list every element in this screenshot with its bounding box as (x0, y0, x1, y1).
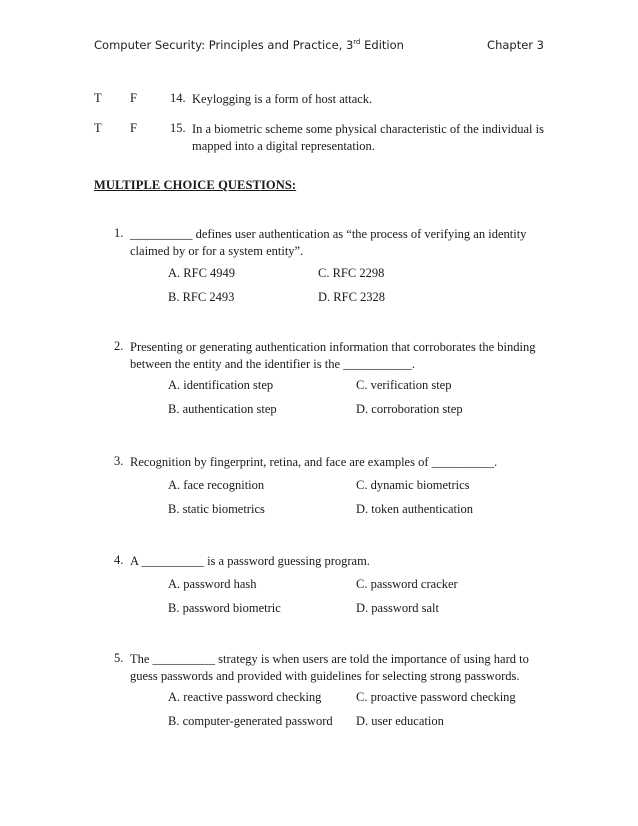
option-b[interactable]: B. authentication step (168, 402, 277, 416)
question-number: 1. (114, 226, 124, 240)
question-number: 3. (114, 454, 124, 468)
option-b[interactable]: B. password biometric (168, 601, 281, 615)
question-text: The __________ strategy is when users are told the importance of using hard to guess passwords and provided with guidelines for selecting strong passwords. (130, 652, 529, 683)
option-d[interactable]: D. password salt (356, 601, 439, 615)
question-number: 5. (114, 651, 124, 665)
true-option[interactable]: T (94, 91, 102, 105)
option-c[interactable]: C. proactive password checking (356, 690, 516, 704)
false-option[interactable]: F (130, 121, 137, 135)
option-d[interactable]: D. RFC 2328 (318, 290, 386, 304)
question-number: 2. (114, 339, 124, 353)
option-c[interactable]: C. dynamic biometrics (356, 478, 470, 492)
option-b[interactable]: B. computer-generated password (168, 714, 333, 728)
option-a[interactable]: A. reactive password checking (168, 690, 322, 704)
option-d[interactable]: D. token authentication (356, 502, 473, 516)
option-a[interactable]: A. RFC 4949 (168, 266, 236, 280)
option-b[interactable]: B. static biometrics (168, 502, 265, 516)
item-number: 15. (170, 121, 186, 135)
question-number: 4. (114, 553, 124, 567)
option-d[interactable]: D. user education (356, 714, 444, 728)
question-text: Presenting or generating authentication information that corroborates the binding between the entity and the identifier is the ___________. (130, 340, 536, 371)
section-title: MULTIPLE CHOICE QUESTIONS: (94, 178, 297, 192)
item-statement: In a biometric scheme some physical characteristic of the individual is mapped into a digital representation. (192, 122, 544, 153)
false-option[interactable]: F (130, 91, 137, 105)
option-a[interactable]: A. password hash (168, 577, 257, 591)
item-statement: Keylogging is a form of host attack. (192, 92, 373, 106)
option-c[interactable]: C. RFC 2298 (318, 266, 385, 280)
edition-superscript: rd (353, 38, 361, 47)
option-d[interactable]: D. corroboration step (356, 402, 463, 416)
option-b[interactable]: B. RFC 2493 (168, 290, 235, 304)
question-text: Recognition by fingerprint, retina, and face are examples of __________. (130, 455, 498, 469)
option-c[interactable]: C. password cracker (356, 577, 458, 591)
book-title: Computer Security: Principles and Practice, 3rd Edition (94, 38, 404, 52)
option-a[interactable]: A. identification step (168, 378, 274, 392)
option-a[interactable]: A. face recognition (168, 478, 265, 492)
chapter-label: Chapter 3 (487, 38, 544, 52)
page-header (94, 38, 544, 56)
item-number: 14. (170, 91, 186, 105)
option-c[interactable]: C. verification step (356, 378, 452, 392)
question-text: A __________ is a password guessing program. (130, 554, 370, 568)
question-text: __________ defines user authentication as “the process of verifying an identity claimed by or for a system entity”. (130, 227, 527, 258)
true-option[interactable]: T (94, 121, 102, 135)
